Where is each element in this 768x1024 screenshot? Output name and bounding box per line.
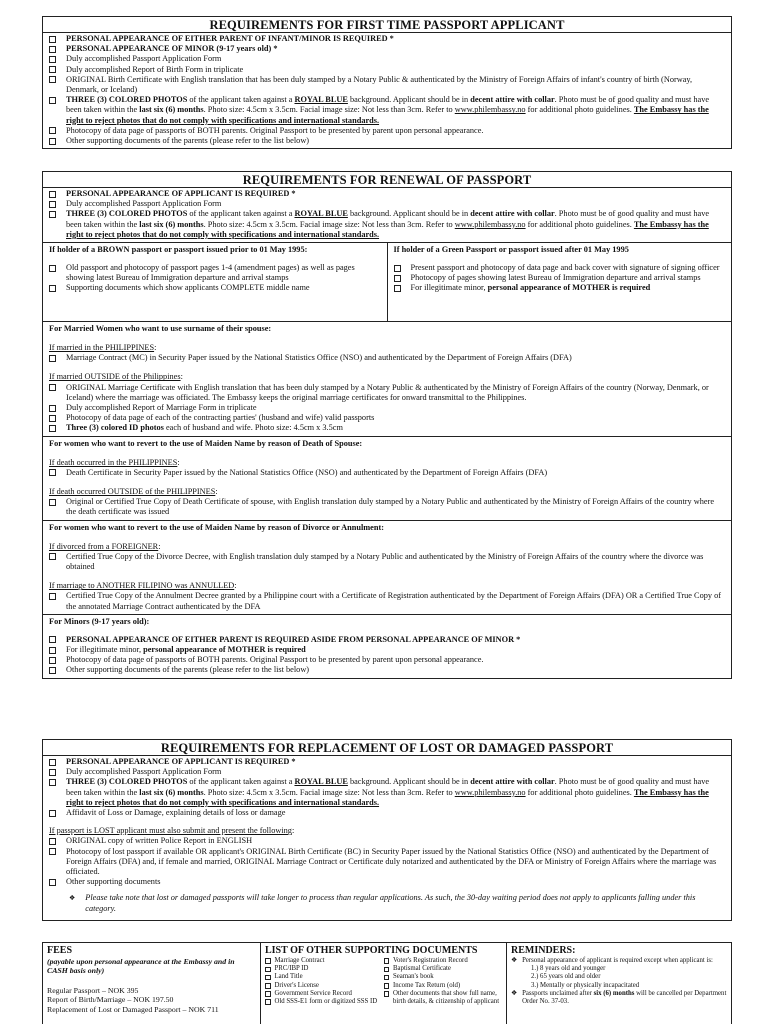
list-item: PERSONAL APPEARANCE OF APPLICANT IS REQUIRED * — [49, 757, 725, 767]
list-item: Old passport and photocopy of passport pages 1-4 (amendment pages) as well as pages showing latest Bureau of Immigration departure and arrival stamps — [49, 263, 381, 283]
diamond-bullet-icon: ❖ — [69, 894, 76, 903]
list-item: Duly accomplished Report of Birth Form in triplicate — [49, 65, 725, 75]
reminders-box: REMINDERS: ❖ Personal appearance of applicant is required except when applicant is: 1.) 8 years old and younger 2.) 65 years old and older 3.) Mentally or physically incapacitated ❖ Passports unclaimed after six (6) months will be cancelled per Department Order No. 37-03. — [506, 943, 731, 1024]
list-item: Three (3) colored ID photos each of husband and wife. Photo size: 4.5cm x 3.5cm — [49, 423, 725, 433]
replacement-section: REQUIREMENTS FOR REPLACEMENT OF LOST OR DAMAGED PASSPORT PERSONAL APPEARANCE OF APPLICANT IS REQUIRED * Duly accomplished Passport Application Form THREE (3) COLORED PHOTOS of the applicant taken against a ROYAL BLUE background. Applicant should be in decent attire with collar. Photo must be of good quality and must have been taken within the last six (6) months. Photo size: 4.5cm x 3.5cm. Facial image size: Not less than 3cm. Refer to www.philembassy.no for additional photo guidelines. The Embassy has the right to reject photos that do not comply with specifications and international standards. Affidavit of Loss or Damage, explaining details of loss or damage If passport is LOST applicant must also submit and present the following: ORIGINAL copy of written Police Report in ENGLISH Photocopy of lost passport if available OR applicant's ORIGINAL Birth Certificate (BC) in Security Paper issued by the National Statistics Office (NSO) and authenticated by the Department of Foreign Affairs (DFA) and, if female and married, ORIGINAL Marriage Contract or Certificate duly notarized and authenticated by the DFA or Ministry of Foreign Affairs where the marriage was officiated. Other supporting documents ❖ Please take note that lost or damaged passports will take longer to process than regular applications. As such, the 30-day waiting period does not apply to applicants falling under this category. — [42, 739, 732, 921]
checkbox-icon[interactable] — [49, 425, 56, 432]
list-item: Duly accomplished Report of Marriage Form in triplicate — [49, 403, 725, 413]
checkbox-icon[interactable] — [265, 967, 271, 973]
list-item: Other supporting documents of the parents (please refer to the list below) — [49, 136, 725, 146]
checkbox-icon[interactable] — [265, 975, 271, 981]
checkbox-icon[interactable] — [49, 469, 56, 476]
checkbox-icon[interactable] — [49, 201, 56, 208]
checkbox-icon[interactable] — [265, 991, 271, 997]
list-item: PERSONAL APPEARANCE OF MINOR (9-17 years old) * — [49, 44, 725, 54]
death-of-spouse-section: For women who want to revert to the use of Maiden Name by reason of Death of Spouse: If death occurred in the PHILIPPINES: Death Certificate in Security Paper issued by the National Statistics Office (NSO) and authenticated by the Department of Foreign Affairs (DFA) If death occurred OUTSIDE of the PHILIPPINES: Original or Certified True Copy of Death Certificate of spouse, with English translation duly stamped by a Notary Public and authenticated by the Ministry of Foreign Affairs of the country where the death certificate was issued — [43, 436, 731, 520]
checkbox-icon[interactable] — [49, 211, 56, 218]
checkbox-icon[interactable] — [49, 667, 56, 674]
checkbox-icon[interactable] — [49, 769, 56, 776]
list-item: Certified True Copy of the Annulment Decree granted by a Philippine court with a Certificate of Registration authenticated by the Department of Foreign Affairs (DFA) OR a Certified True Copy of the annotated Marriage Contract authenticated by the DFA — [49, 591, 725, 611]
list-item: Government Service Record — [265, 990, 384, 998]
list-item: Supporting documents which show applicants COMPLETE middle name — [49, 283, 381, 293]
minors-section: For Minors (9-17 years old): PERSONAL APPEARANCE OF EITHER PARENT IS REQUIRED ASIDE FROM PERSONAL APPEARANCE OF MINOR * For illegitimate minor, personal appearance of MOTHER is required Photocopy of data page of passports of BOTH parents. Original Passport to be presented by parent upon personal appearance. Other supporting documents of the parents (please refer to the list below) — [43, 614, 731, 678]
first-time-title: REQUIREMENTS FOR FIRST TIME PASSPORT APPLICANT — [43, 17, 731, 33]
fee-line: Report of Birth/Marriage – NOK 197.50 — [47, 995, 174, 1005]
checkbox-icon[interactable] — [49, 553, 56, 560]
list-item: Old SSS-E1 form or digitized SSS ID — [265, 998, 384, 1006]
checkbox-icon[interactable] — [49, 138, 56, 145]
checkbox-icon[interactable] — [49, 97, 56, 104]
list-item: ORIGINAL copy of written Police Report in ENGLISH — [49, 836, 725, 846]
fee-line: Replacement of Lost or Damaged Passport – NOK 711 — [47, 1004, 219, 1014]
list-item: Other supporting documents — [49, 877, 725, 887]
list-item: Photocopy of data page of passports of BOTH parents. Original Passport to be presented by parent upon personal appearance. — [49, 126, 725, 136]
renewal-section — [42, 171, 732, 679]
list-item: Death Certificate in Security Paper issued by the National Statistics Office (NSO) and authenticated by the Department of Foreign Affairs (DFA) — [49, 468, 725, 478]
list-item: PRC/IBP ID — [265, 965, 384, 973]
list-item: Photocopy of lost passport if available OR applicant's ORIGINAL Birth Certificate (BC) in Security Paper issued by the National Statistics Office (NSO) and authenticated by the Department of Foreign Affairs (DFA) and, if female and married, ORIGINAL Marriage Contract or Certificate duly notarized and authenticated by the DFA or Ministry of Foreign Affairs where the marriage was officiated. — [49, 847, 725, 878]
checkbox-icon[interactable] — [49, 66, 56, 73]
list-item: Income Tax Return (old) — [384, 982, 503, 990]
checkbox-icon[interactable] — [394, 275, 401, 282]
checkbox-icon[interactable] — [49, 848, 56, 855]
fee-line: Regular Passport – NOK 395 — [47, 985, 139, 995]
list-item: For illegitimate minor, personal appearance of MOTHER is required — [49, 645, 725, 655]
married-women-section: For Married Women who want to use surname of their spouse: If married in the PHILIPPINES: Marriage Contract (MC) in Security Paper issued by the National Statistics Office (NSO) and authenticated by the Department of Foreign Affairs (DFA) If married OUTSIDE of the Philippines: ORIGINAL Marriage Certificate with English translation that has been duly stamped by a Notary Public & authenticated by the Ministry of Foreign Affairs of the country (Norway, Denmark, or Iceland) where the marriage was officiated. The Embassy keeps the original marriage certificates for onward transmittal to the Philippines. Duly accomplished Report of Marriage Form in triplicate Photocopy of data page of each of the contracting parties' (husband and wife) valid passports Three (3) colored ID photos each of husband and wife. Photo size: 4.5cm x 3.5cm — [43, 321, 731, 436]
first-time-section — [42, 16, 732, 149]
fees-box: FEES (payable upon personal appearance at the Embassy and in CASH basis only) Regular Passport – NOK 395 Report of Birth/Marriage – NOK 197.50 Replacement of Lost or Damaged Passport – NOK 711 — [43, 943, 260, 1024]
list-item: Photocopy of data page of each of the contracting parties' (husband and wife) valid passports — [49, 413, 725, 423]
list-item: Affidavit of Loss or Damage, explaining details of loss or damage — [49, 808, 725, 818]
checkbox-icon[interactable] — [265, 983, 271, 989]
checkbox-icon[interactable] — [49, 415, 56, 422]
list-item: Duly accomplished Passport Application Form — [49, 767, 725, 777]
renewal-title: REQUIREMENTS FOR RENEWAL OF PASSPORT — [43, 172, 731, 188]
embassy-link[interactable]: www.philembassy.no — [454, 219, 526, 229]
checkbox-icon[interactable] — [49, 879, 56, 886]
checkbox-icon[interactable] — [49, 384, 56, 391]
diamond-bullet-icon: ❖ — [511, 989, 518, 997]
list-item: Marriage Contract (MC) in Security Paper issued by the National Statistics Office (NSO) and authenticated by the Department of Foreign Affairs (DFA) — [49, 353, 725, 363]
checkbox-icon[interactable] — [49, 36, 56, 43]
checkbox-icon[interactable] — [49, 191, 56, 198]
checkbox-icon[interactable] — [384, 958, 390, 964]
list-item: For illegitimate minor, personal appearance of MOTHER is required — [394, 283, 726, 293]
list-item: PERSONAL APPEARANCE OF APPLICANT IS REQUIRED * — [49, 189, 725, 199]
list-item-photos: THREE (3) COLORED PHOTOS of the applicant taken against a ROYAL BLUE background. Applicant should be in decent attire with collar. Photo must be of good quality and must have been taken within the last six (6) months. Photo size: 4.5cm x 3.5cm. Facial image size: Not less than 3cm. Refer to www.philembassy.no for additional photo guidelines. The Embassy has the right to reject photos that do not comply with specifications and international standards. — [49, 95, 725, 126]
checkbox-icon[interactable] — [49, 593, 56, 600]
checkbox-icon[interactable] — [394, 285, 401, 292]
supporting-docs-box: LIST OF OTHER SUPPORTING DOCUMENTS Marriage Contract PRC/IBP ID Land Title Driver's License Government Service Record Old SSS-E1 form or digitized SSS ID Voter's Registration Record Baptismal Certificate Seaman's book Income Tax Return (old) Other documents that show full name, birth details, & citizenship of applicant — [260, 943, 506, 1024]
checkbox-icon[interactable] — [49, 46, 56, 53]
checkbox-icon[interactable] — [49, 759, 56, 766]
list-item: Certified True Copy of the Divorce Decree, with English translation duly stamped by a Notary Public and authenticated by the Ministry of Foreign Affairs of the country where the divorce was obtained — [49, 552, 725, 572]
list-item: Photocopy of pages showing latest Bureau of Immigration departure and arrival stamps — [394, 273, 726, 283]
checkbox-icon[interactable] — [384, 991, 390, 997]
checkbox-icon[interactable] — [49, 265, 56, 272]
checkbox-icon[interactable] — [384, 967, 390, 973]
checkbox-icon[interactable] — [49, 499, 56, 506]
list-item: Photocopy of data page of passports of BOTH parents. Original Passport to be presented by parent upon personal appearance. — [49, 655, 725, 665]
green-passport-column: If holder of a Green Passport or passport issued after 01 May 1995 Present passport and photocopy of data page and back cover with signature of signing officer Photocopy of pages showing latest Bureau of Immigration departure and arrival stamps For illegitimate minor, personal appearance of MOTHER is required — [387, 243, 732, 321]
list-item-photos: THREE (3) COLORED PHOTOS of the applicant taken against a ROYAL BLUE background. Applicant should be in decent attire with collar. Photo must be of good quality and must have been taken within the last six (6) months. Photo size: 4.5cm x 3.5cm. Facial image size: Not less than 3cm. Refer to www.philembassy.no for additional photo guidelines. The Embassy has the right to reject photos that do not comply with specifications and international standards. — [49, 777, 725, 808]
checkbox-icon[interactable] — [49, 810, 56, 817]
processing-note: ❖ Please take note that lost or damaged passports will take longer to process than regular applications. As such, the 30-day waiting period does not apply to applicants falling under this category. — [69, 893, 696, 913]
checkbox-icon[interactable] — [384, 983, 390, 989]
list-item: Baptismal Certificate — [384, 965, 503, 973]
list-item: ORIGINAL Marriage Certificate with English translation that has been duly stamped by a Notary Public & authenticated by the Ministry of Foreign Affairs of the country (Norway, Denmark, or Iceland) where the marriage was officiated. The Embassy keeps the original marriage certificates for onward transmittal to the Philippines. — [49, 383, 725, 403]
bottom-info-row — [42, 942, 732, 1024]
diamond-bullet-icon: ❖ — [511, 957, 518, 964]
list-item: Duly accomplished Passport Application Form — [49, 54, 725, 64]
list-item: Present passport and photocopy of data page and back cover with signature of signing officer — [394, 263, 726, 273]
embassy-link[interactable]: www.philembassy.no — [454, 787, 526, 797]
embassy-link[interactable]: www.philembassy.no — [454, 105, 526, 115]
checkbox-icon[interactable] — [384, 975, 390, 981]
list-item: Marriage Contract — [265, 957, 384, 965]
checkbox-icon[interactable] — [394, 265, 401, 272]
checkbox-icon[interactable] — [49, 405, 56, 412]
list-item-photos: THREE (3) COLORED PHOTOS of the applicant taken against a ROYAL BLUE background. Applicant should be in decent attire with collar. Photo must be of good quality and must have been taken within the last six (6) months. Photo size: 4.5cm x 3.5cm. Facial image size: Not less than 3cm. Refer to www.philembassy.no for additional photo guidelines. The Embassy has the right to reject photos that do not comply with specifications and international standards. — [49, 209, 725, 240]
checkbox-icon[interactable] — [265, 958, 271, 964]
list-item: Seaman's book — [384, 973, 503, 981]
divorce-section: For women who want to revert to the use of Maiden Name by reason of Divorce or Annulment: If divorced from a FOREIGNER: Certified True Copy of the Divorce Decree, with English translation duly stamped by a Notary Public and authenticated by the Ministry of Foreign Affairs of the country where the divorce was obtained If marriage to ANOTHER FILIPINO was ANNULLED: Certified True Copy of the Annulment Decree granted by a Philippine court with a Certificate of Registration authenticated by the Department of Foreign Affairs (DFA) OR a Certified True Copy of the annotated Marriage Contract authenticated by the DFA — [43, 520, 731, 614]
list-item: ORIGINAL Birth Certificate with English translation that has been duly stamped by a Notary Public & authenticated by the Ministry of Foreign Affairs of infant's country of birth (Norway, Denmark, or Iceland) — [49, 75, 725, 95]
list-item: Original or Certified True Copy of Death Certificate of spouse, with English translation duly stamped by a Notary Public and authenticated by the Ministry of Foreign Affairs of the country where the death certificate was issued — [49, 497, 725, 517]
list-item: Land Title — [265, 973, 384, 981]
list-item: PERSONAL APPEARANCE OF EITHER PARENT OF INFANT/MINOR IS REQUIRED * — [49, 34, 725, 44]
checkbox-icon[interactable] — [49, 355, 56, 362]
checkbox-icon[interactable] — [265, 999, 271, 1005]
checkbox-icon[interactable] — [49, 285, 56, 292]
checkbox-icon[interactable] — [49, 779, 56, 786]
list-item: Voter's Registration Record — [384, 957, 503, 965]
list-item: PERSONAL APPEARANCE OF EITHER PARENT IS REQUIRED ASIDE FROM PERSONAL APPEARANCE OF MINOR * — [49, 635, 725, 645]
replacement-title: REQUIREMENTS FOR REPLACEMENT OF LOST OR DAMAGED PASSPORT — [43, 740, 731, 756]
list-item: Duly accomplished Passport Application Form — [49, 199, 725, 209]
checkbox-icon[interactable] — [49, 647, 56, 654]
checkbox-icon[interactable] — [49, 127, 56, 134]
checkbox-icon[interactable] — [49, 56, 56, 63]
brown-passport-column: If holder of a BROWN passport or passport issued prior to 01 May 1995: Old passport and photocopy of passport pages 1-4 (amendment pages) as well as pages showing latest Bureau of Immigration departure and arrival stamps Supporting documents which show applicants COMPLETE middle name — [43, 243, 387, 321]
list-item: Other documents that show full name, birth details, & citizenship of applicant — [384, 990, 503, 1006]
checkbox-icon[interactable] — [49, 657, 56, 664]
checkbox-icon[interactable] — [49, 838, 56, 845]
list-item: Driver's License — [265, 982, 384, 990]
checkbox-icon[interactable] — [49, 636, 56, 643]
checkbox-icon[interactable] — [49, 76, 56, 83]
list-item: Other supporting documents of the parents (please refer to the list below) — [49, 665, 725, 675]
